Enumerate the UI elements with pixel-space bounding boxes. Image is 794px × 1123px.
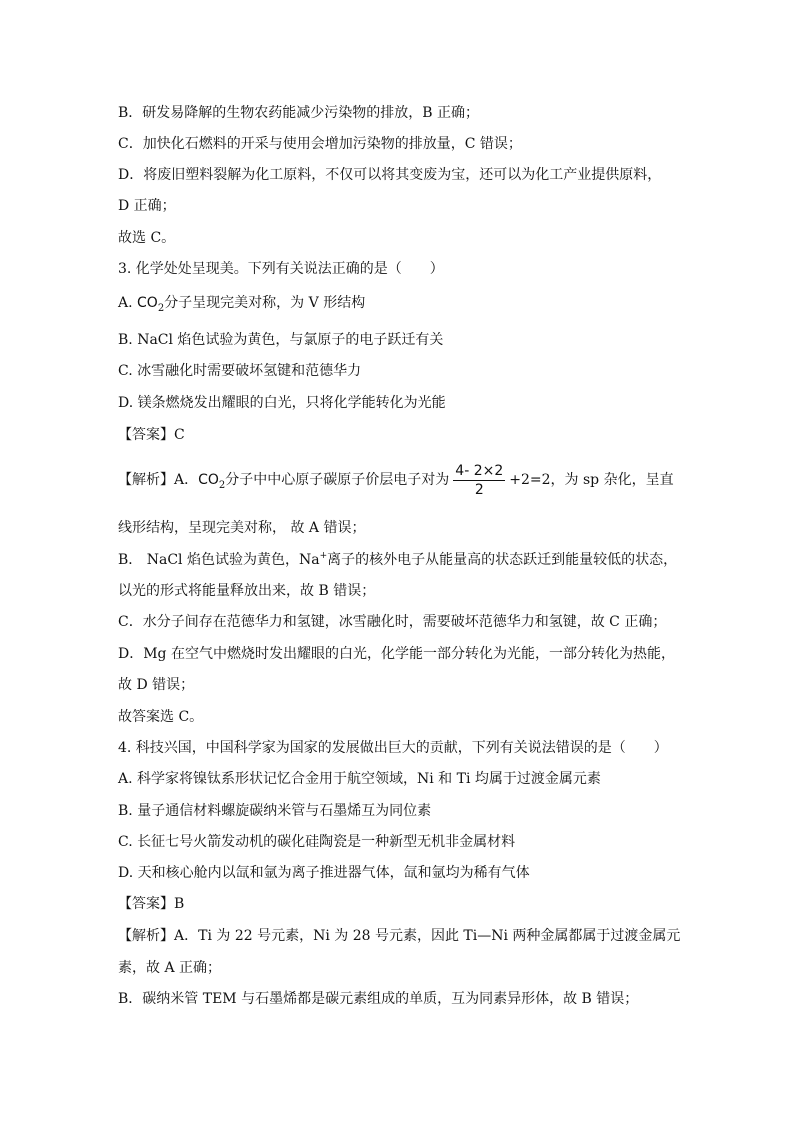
question-3-explanation-b-1 (118, 550, 677, 572)
question-3-conclusion: 故答案选 C。 (118, 709, 204, 725)
question-4-answer: 【答案】B (118, 896, 185, 912)
text-line: C．加快化石燃料的开采与使用会增加污染物的排放量，C 错误； (118, 136, 522, 152)
question-3-explanation-line-2: 线形结构，呈现完美对称， 故 A 错误； (118, 520, 366, 536)
question-4-option-b: B. 量子通信材料螺旋碳纳米管与石墨烯互为同位素 (118, 803, 432, 819)
question-3-answer: 【答案】C (118, 427, 185, 443)
question-4-explanation-b: B．碳纳米管 TEM 与石墨烯都是碳元素组成的单质，互为同素异形体，故 B 错误； (118, 991, 639, 1007)
text-line: B．研发易降解的生物农药能减少污染物的排放，B 正确； (118, 105, 480, 121)
explanation-text: +2=2，为 sp 杂化，呈直 (509, 472, 674, 488)
option-label: A. (118, 295, 138, 311)
question-3-option-a (118, 293, 365, 315)
question-3-option-b: B. NaCl 焰色试验为黄色，与氯原子的电子跃迁有关 (118, 332, 444, 348)
question-4-option-d: D. 天和核心舱内以氙和氩为离子推进器气体，氙和氩均为稀有气体 (118, 865, 530, 881)
question-4-explanation-a-2: 素，故 A 正确； (118, 960, 222, 976)
explanation-text: 离子的核外电子从能量高的状态跃迁到能量较低的状态， (327, 552, 678, 568)
text-line: 故选 C。 (118, 230, 176, 246)
formula-subscript: 2 (218, 480, 226, 491)
formula: CO (137, 295, 158, 311)
question-3-stem: 3. 化学处处呈现美。下列有关说法正确的是（ ） (118, 261, 444, 277)
explanation-text: B． NaCl 焰色试验为黄色，Na (118, 552, 320, 568)
question-3-explanation-line-1 (118, 460, 674, 504)
ion-superscript: + (319, 551, 328, 561)
text-line: D．将废旧塑料裂解为化工原料，不仅可以将其变废为宝，还可以为化工产业提供原料， (118, 167, 662, 183)
question-4-explanation-a-1: 【解析】A．Ti 为 22 号元素，Ni 为 28 号元素，因此 Ti—Ni 两种金属都属于过渡金属元 (118, 928, 681, 944)
question-3-option-d: D. 镁条燃烧发出耀眼的白光，只将化学能转化为光能 (118, 395, 446, 411)
text-line: D 正确； (118, 198, 176, 214)
question-4-option-a: A. 科学家将镍钛系形状记忆合金用于航空领域，Ni 和 Ti 均属于过渡金属元素 (118, 771, 601, 787)
formula-subscript: 2 (157, 303, 165, 314)
question-4-option-c: C. 长征七号火箭发动机的碳化硅陶瓷是一种新型无机非金属材料 (118, 834, 516, 850)
question-3-explanation-b-2: 以光的形式将能量释放出来，故 B 错误； (118, 583, 376, 599)
fraction (453, 462, 505, 499)
question-4-stem: 4. 科技兴国，中国科学家为国家的发展做出巨大的贡献，下列有关说法错误的是（ ） (118, 740, 668, 756)
option-text: 分子呈现完美对称，为 V 形结构 (164, 295, 366, 311)
question-3-explanation-d-1: D．Mg 在空气中燃烧时发出耀眼的白光，化学能一部分转化为光能，一部分转化为热能， (118, 646, 675, 662)
question-3-explanation-c: C．水分子间存在范德华力和氢键，冰雪融化时，需要破坏范德华力和氢键，故 C 正确； (118, 614, 667, 630)
question-3-explanation-d-2: 故 D 错误； (118, 677, 195, 693)
fraction-denominator: 2 (474, 481, 484, 498)
formula: CO (198, 472, 219, 488)
fraction-numerator: 4- 2×2 (455, 462, 504, 479)
explanation-text: 分子中中心原子碳原子价层电子对为 (225, 472, 450, 488)
question-3-option-c: C. 冰雪融化时需要破坏氢键和范德华力 (118, 363, 362, 379)
explanation-label: 【解析】A． (118, 472, 199, 488)
